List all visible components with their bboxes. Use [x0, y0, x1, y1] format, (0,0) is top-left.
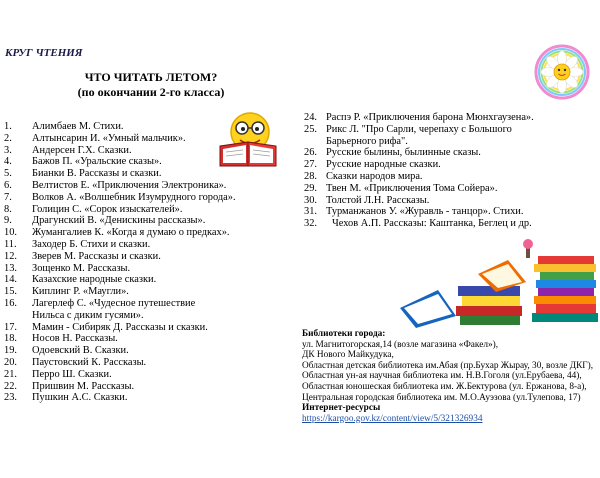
list-item [304, 183, 594, 195]
item-text: Казахские народные сказки. [32, 274, 157, 286]
item-number: 3. [4, 144, 12, 156]
list-item [4, 145, 294, 157]
item-number: 32. [304, 218, 317, 230]
item-number: 9. [4, 215, 12, 227]
list-item [4, 133, 294, 145]
item-number: 15. [4, 286, 17, 298]
item-text: Сказки народов мира. [326, 170, 423, 182]
item-text: Чехов А.П. Рассказы: Каштанка, Беглец и др. [332, 218, 532, 230]
item-text: Рикс Л. "Про Сарли, черепаху с Большого Барьерного рифа". [326, 123, 512, 147]
book-list-left [4, 121, 294, 404]
item-text: Голицин С. «Сорок изыскателей». [32, 203, 183, 215]
item-number: 27. [304, 159, 317, 171]
item-text: Заходер Б. Стихи и сказки. [32, 238, 151, 250]
item-number: 5. [4, 168, 12, 180]
item-number: 21. [4, 368, 17, 380]
library-line: Областная юношеская библиотека им. Ж.Бектурова (ул. Ержанова, 8-а), [302, 381, 587, 392]
item-text: Алтынсарин И. «Умный мальчик». [32, 132, 186, 144]
list-item [4, 286, 294, 298]
list-item [4, 333, 294, 345]
item-text: Зверев М. Рассказы и сказки. [32, 250, 161, 262]
list-item [4, 239, 294, 251]
item-text: Распэ Р. «Приключения барона Мюнхгаузена». [326, 112, 534, 123]
item-text: Паустовский К. Рассказы. [32, 356, 147, 368]
item-text: Одоевский В. Сказки. [32, 345, 129, 357]
item-number: 7. [4, 191, 12, 203]
page-heading: КРУГ ЧТЕНИЯ [5, 47, 83, 59]
library-line: ул. Магнитогорская,14 (возле магазина «Факел»), [302, 339, 499, 350]
item-text: Русские народные сказки. [326, 159, 441, 171]
item-text: Лагерлеф С. «Чудесное путешествие Нильса с диким гусями». [32, 297, 196, 321]
item-text: Пришвин М. Рассказы. [32, 380, 135, 392]
item-number: 4. [4, 156, 12, 168]
list-item [4, 381, 294, 393]
item-text: Алимбаев М. Стихи. [32, 121, 124, 132]
list-item [4, 298, 294, 322]
item-number: 18. [4, 333, 17, 345]
item-number: 11. [4, 238, 17, 250]
libraries-section [302, 329, 600, 424]
internet-resources-heading: Интернет-ресурсы [302, 403, 381, 414]
list-item [4, 322, 294, 334]
item-text: Перро Ш. Сказки. [32, 368, 112, 380]
list-item [4, 192, 294, 204]
item-text: Драгунский В. «Денискины рассказы». [32, 215, 206, 227]
item-number: 20. [4, 356, 17, 368]
item-number: 6. [4, 179, 12, 191]
list-item [4, 357, 294, 369]
item-text: Толстой Л.Н. Рассказы. [326, 194, 430, 206]
item-number: 25. [304, 123, 317, 135]
list-item [4, 215, 294, 227]
item-number: 14. [4, 274, 17, 286]
list-item [304, 195, 594, 207]
item-number: 17. [4, 321, 17, 333]
item-text: Киплинг Р. «Маугли». [32, 286, 129, 298]
item-number: 1. [4, 121, 12, 132]
library-line: ДК Нового Майкудука, [302, 350, 394, 361]
list-item [4, 121, 294, 133]
list-item [4, 345, 294, 357]
item-text: Бианки В. Рассказы и сказки. [32, 168, 162, 180]
book-list-right [304, 112, 594, 230]
item-number: 29. [304, 182, 317, 194]
item-text: Русские былины, былинные сказы. [326, 147, 481, 159]
item-number: 24. [304, 112, 317, 123]
item-text: Бажов П. «Уральские сказы». [32, 156, 162, 168]
list-item [304, 112, 594, 124]
list-item [304, 206, 594, 218]
item-number: 26. [304, 147, 317, 159]
internet-resource-link[interactable]: https://kargoo.gov.kz/content/view/5/321326934 [302, 413, 483, 424]
list-item [4, 369, 294, 381]
item-number: 12. [4, 250, 17, 262]
list-item [304, 171, 594, 183]
item-number: 10. [4, 227, 17, 239]
subtitle-line-1: ЧТО ЧИТАТЬ ЛЕТОМ? [84, 70, 218, 84]
list-item [4, 392, 294, 404]
item-number: 23. [4, 392, 17, 404]
item-number: 16. [4, 297, 17, 309]
library-line: Областная ун-ая научная библиотека им. Н.В.Гоголя (ул.Ерубаева, 44), [302, 371, 582, 382]
library-line: Областная детская библиотека им.Абая (пр.Бухар Жырау, 30, возле ДКГ), [302, 360, 594, 371]
item-text: Турманжанов У. «Журавль - танцор». Стихи. [326, 206, 524, 218]
item-number: 13. [4, 262, 17, 274]
item-text: Зощенко М. Рассказы. [32, 262, 131, 274]
list-item [4, 168, 294, 180]
list-item [4, 227, 294, 239]
item-number: 2. [4, 132, 12, 144]
item-number: 19. [4, 345, 17, 357]
list-item [304, 147, 594, 159]
item-number: 22. [4, 380, 17, 392]
list-item [4, 180, 294, 192]
item-text: Андерсен Г.Х. Сказки. [32, 144, 132, 156]
item-text: Велтистов Е. «Приключения Электроника». [32, 179, 227, 191]
books-pile-image [398, 238, 600, 330]
item-number: 31. [304, 206, 317, 218]
item-text: Носов Н. Рассказы. [32, 333, 118, 345]
list-item [4, 263, 294, 275]
item-number: 30. [304, 194, 317, 206]
item-text: Мамин - Сибиряк Д. Рассказы и сказки. [32, 321, 208, 333]
library-line: Центральная городская библиотека им. М.О.Ауэзова (ул.Тулепова, 17) [302, 392, 581, 403]
item-number: 8. [4, 203, 12, 215]
list-item [304, 159, 594, 171]
list-item [4, 204, 294, 216]
item-text: Пушкин А.С. Сказки. [32, 392, 128, 404]
page-subtitle [56, 70, 246, 100]
list-item [304, 218, 594, 230]
item-text: Волков А. «Волшебник Изумрудного города». [32, 191, 236, 203]
list-item [4, 274, 294, 286]
item-text: Жумангалиев К. «Когда я думаю о предках». [32, 227, 230, 239]
subtitle-line-2: (по окончании 2-го класса) [77, 85, 225, 99]
list-item [4, 156, 294, 168]
item-text: Твен М. «Приключения Тома Сойера». [326, 182, 498, 194]
sun-daisy-image [533, 42, 591, 102]
item-number: 28. [304, 170, 317, 182]
list-item [4, 251, 294, 263]
libraries-heading: Библиотеки города: [302, 329, 386, 339]
list-item [304, 124, 594, 148]
